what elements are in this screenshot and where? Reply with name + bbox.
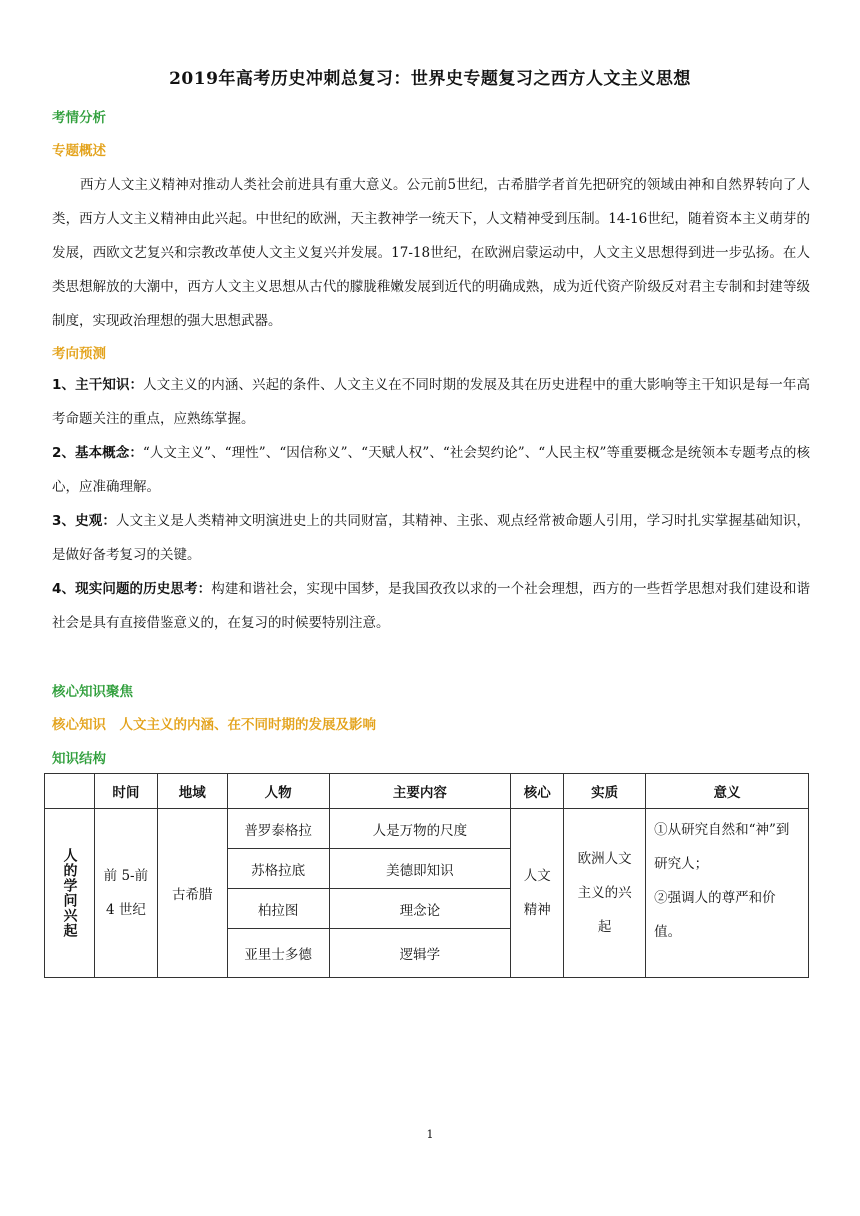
forecast-item-head: 1、主干知识： [52, 377, 144, 393]
heading-analysis: 考情分析 [52, 110, 106, 126]
table-header-cell: 时间 [94, 774, 157, 809]
content-cell: 美德即知识 [329, 849, 511, 889]
table-header-cell [45, 774, 95, 809]
essence-cell: 欧洲人文主义的兴起 [564, 809, 646, 978]
forecast-item-4 [52, 572, 810, 640]
overview-paragraph: 西方人文主义精神对推动人类社会前进具有重大意义。公元前5世纪，古希腊学者首先把研究的领域由神和自然界转向了人类，西方人文主义精神由此兴起。中世纪的欧洲，天主教神学一统天下，人文精神受到压制。14-16世纪，随着资本主义萌芽的发展，西欧文艺复兴和宗教改革使人文主义复兴并发展。17-18世纪，在欧洲启蒙运动中，人文主义思想得到进一步弘扬。在人类思想解放的大潮中，西方人文主义思想从古代的朦胧稚嫩发展到近代的明确成熟，成为近代资产阶级反对君主专制和封建等级制度，实现政治理想的强大思想武器。 [52, 177, 810, 329]
person-cell: 普罗泰格拉 [227, 809, 329, 849]
forecast-item-text: “人文主义”、“理性”、“因信称义”、“天赋人权”、“社会契约论”、“人民主权”等重要概念是统领本专题考点的核心，应准确理解。 [52, 445, 810, 495]
page-title: 2019年高考历史冲刺总复习：世界史专题复习之西方人文主义思想 [169, 69, 691, 89]
heading-overview: 专题概述 [52, 143, 106, 159]
heading-structure: 知识结构 [52, 751, 106, 767]
forecast-item-text: 人文主义是人类精神文明演进史上的共同财富，其精神、主张、观点经常被命题人引用，学习时扎实掌握基础知识，是做好备考复习的关键。 [52, 513, 810, 563]
heading-forecast: 考向预测 [52, 346, 106, 362]
forecast-item-1 [52, 368, 810, 436]
knowledge-table [44, 773, 809, 978]
table-header-row [45, 774, 809, 809]
forecast-item-2 [52, 436, 810, 504]
forecast-item-head: 2、基本概念： [52, 445, 143, 461]
meaning-cell [646, 809, 809, 978]
heading-core-knowledge: 核心知识 人文主义的内涵、在不同时期的发展及影响 [52, 717, 376, 733]
core-cell: 人文精神 [511, 809, 564, 978]
content-cell: 逻辑学 [329, 929, 511, 978]
forecast-item-text: 人文主义的内涵、兴起的条件、人文主义在不同时期的发展及其在历史进程中的重大影响等主干知识是每一年高考命题关注的重点，应熟练掌握。 [52, 377, 810, 427]
meaning-item: ②强调人的尊严和价值。 [654, 890, 776, 940]
table-header-cell: 主要内容 [329, 774, 511, 809]
region-cell: 古希腊 [157, 809, 227, 978]
time-cell: 前 5-前 4 世纪 [94, 809, 157, 978]
table-header-cell: 人物 [227, 774, 329, 809]
table-header-cell: 意义 [646, 774, 809, 809]
page-number: 1 [426, 1128, 434, 1141]
row-label: 人的学问兴起 [61, 848, 78, 938]
forecast-item-3 [52, 504, 810, 572]
forecast-item-head: 4、现实问题的历史思考： [52, 581, 212, 597]
forecast-item-text: 构建和谐社会，实现中国梦，是我国孜孜以求的一个社会理想，西方的一些哲学思想对我们建设和谐社会是具有直接借鉴意义的，在复习的时候要特别注意。 [52, 581, 810, 631]
content-cell: 人是万物的尺度 [329, 809, 511, 849]
row-label-cell [45, 809, 95, 978]
table-header-cell: 实质 [564, 774, 646, 809]
person-cell: 亚里士多德 [227, 929, 329, 978]
content-cell: 理念论 [329, 889, 511, 929]
table-header-cell: 地域 [157, 774, 227, 809]
person-cell: 柏拉图 [227, 889, 329, 929]
person-cell: 苏格拉底 [227, 849, 329, 889]
heading-core-focus: 核心知识聚焦 [52, 684, 133, 700]
meaning-item: ①从研究自然和“神”到研究人； [654, 822, 790, 872]
forecast-item-head: 3、史观： [52, 513, 116, 529]
table-row [45, 809, 809, 849]
table-header-cell: 核心 [511, 774, 564, 809]
